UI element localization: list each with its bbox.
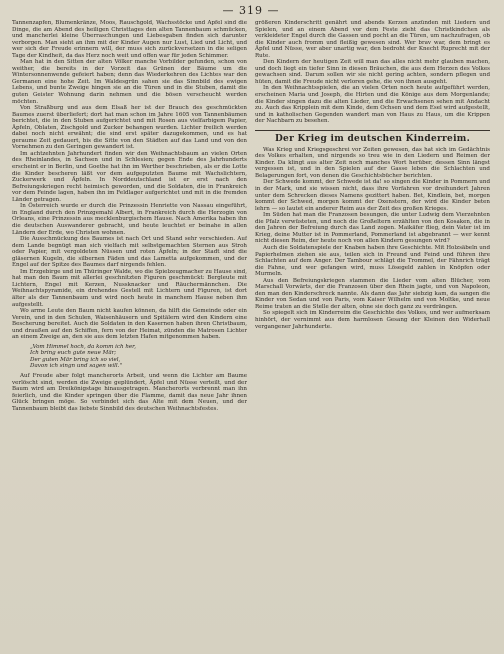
paragraph: Aus den Befreiungskriegen stammen die Lieder vom alten Blücher, vom Marschall Vorwärts, der die Franzosen über den Rhein jagte, und von Napoleon, den man den Kinderschreck nannte. Als dann das Jahr siebzig kam, da sangen die Kinder von Sedan und von Paris, vom Kaiser Wilhelm und von Moltke, und neue Reime traten an die Stelle der alten, ohne sie doch ganz zu verdrängen. bbox=[255, 277, 490, 310]
paragraph: Die Ausschmückung des Baumes ist nach Ort und Stand sehr verschieden. Auf dem Lande begnügt man sich vielfach mit selbstgemachten Sternen aus Stroh oder Papier, mit vergoldeten Nüssen und roten Äpfeln; in der Stadt sind die gläsernen Kugeln, die silbernen Fäden und das Lametta aufgekommen, und der Engel auf der Spitze des Baumes darf nirgends fehlen. bbox=[12, 236, 247, 269]
section-divider bbox=[255, 130, 490, 131]
left-column bbox=[12, 20, 247, 652]
paragraph: Der Schwede kommt, der Schwede ist da! so singen die Kinder in Pommern und in der Mark, und sie wissen nicht, dass ihre Vorfahren vor dreihundert Jahren unter dem Schrecken dieses Namens gezittert haben. Bet, Kindlein, bet, morgen kommt der Schwed, morgen kommt der Oxenstern, der wird die Kinder beten lehrn — so lautet ein anderer Reim aus der Zeit des großen Krieges. bbox=[255, 179, 490, 212]
paragraph: Was Krieg und Kriegsgeschrei vor Zeiten gewesen, das hat sich im Gedächtnis des Volkes erhalten, und nirgends so treu wie in den Liedern und Reimen der Kinder. Da klingt aus alter Zeit noch manches Wort herüber, dessen Sinn längst vergessen ist, und in den Spielen auf der Gasse leben die Schlachten und Belagerungen fort, von denen die Geschichtsbücher berichten. bbox=[255, 146, 490, 179]
paragraph: Auf Freude aber folgt mancherorts Arbeit, und wenn die Lichter am Baume verlöscht sind, werden die Zweige geplündert, Äpfel und Nüsse verteilt, und der Baum wird am Dreikönigstage hinausgetragen. Mancherorts verbrennt man ihn feierlich, und die Kinder springen über die Flamme, damit das neue Jahr ihnen Glück bringen möge. So verbindet sich das Alte mit dem Neuen, und der Tannenbaum bleibt das liebste Sinnbild des deutschen Weihnachtsfestes. bbox=[12, 372, 247, 412]
paragraph: Im Erzgebirge und im Thüringer Walde, wo die Spielzeugmacher zu Hause sind, hat man den Baum mit allerlei geschnitzten Figuren geschmückt: Bergleute mit Lichtern, Engel mit Kerzen, Nussknacker und Räuchermännchen. Die Weihnachtspyramide, ein drehendes Gestell mit Lichtern und Figuren, ist dort älter als der Tannenbaum und wird noch heute in manchem Hause neben ihm aufgestellt. bbox=[12, 268, 247, 308]
paragraph: Man hat in den Sitten der alten Völker manche Vorbilder gefunden, schon von weither, die bereits in der Vorzeit das Grünen der Bäume um die Wintersonnenwende gefeiert haben; denn das Wiederkehren des Lichtes war den Germanen eine hohe Zeit. Im Waldesgrün sahen sie das Sinnbild des ewigen Lebens, und bunte Zweige hingen sie an die Türen und in die Stuben, damit die guten Geister Wohnung darin nehmen und die bösen verscheucht werden möchten. bbox=[12, 59, 247, 105]
right-column bbox=[255, 20, 490, 652]
page-number: — 319 — bbox=[222, 4, 280, 17]
paragraph: größeren Kinderschritt genährt und abends Kerzen anzünden mit Liedern und Spielen, und an einem Abend vor dem Feste zieht das Christkindchen als verkleideter Engel durch die Gassen und pocht an die Türen, um nachzufragen, ob die Kinder auch fromm und fleißig gewesen sind. Wer brav war, dem bringt es Äpfel und Nüsse, wer aber unartig war, den bedroht der Knecht Ruprecht mit der Rute. bbox=[255, 20, 490, 59]
text-columns bbox=[12, 20, 490, 652]
paragraph: So spiegelt sich im Kinderreim die Geschichte des Volkes, und wer aufmerksam hinhört, der vernimmt aus dem harmlosen Gesang der Kleinen den Widerhall vergangener Jahrhunderte. bbox=[255, 310, 490, 330]
paragraph: Den Kindern der heutigen Zeit will man das alles nicht mehr glauben machen, und doch liegt ein tiefer Sinn in diesen Bräuchen, die aus dem Herzen des Volkes gewachsen sind. Darum sollen wir sie nicht gering achten, sondern pflegen und hüten, damit die Freude nicht verloren gehe, die von ihnen ausgeht. bbox=[255, 59, 490, 85]
paragraph: Auch die Soldatenspiele der Knaben haben ihre Geschichte. Mit Holzsäbeln und Papierhelmen ziehen sie aus, teilen sich in Freund und Feind und führen ihre Schlachten auf dem Anger. Der Tambour schlägt die Trommel, der Fähnrich trägt die Fahne, und wer gefangen wird, muss Lösegeld zahlen in Knöpfen oder Murmeln. bbox=[255, 244, 490, 278]
section-heading: Der Krieg im deutschen Kinderreim. bbox=[274, 133, 471, 144]
verse-line: Davon ich singn und sagen will." bbox=[30, 363, 123, 370]
verse-block bbox=[30, 344, 247, 370]
paragraph: In den Weihnachtsspielen, die an vielen Orten noch heute aufgeführt werden, erscheinen Maria und Joseph, die Hirten und die Könige aus dem Morgenlande; die Kinder singen dazu die alten Lieder, und die Erwachsenen sehen mit Andacht zu. Auch das Kripplein mit dem Kinde, dem Ochsen und dem Esel wird aufgestellt, und in katholischen Gegenden wandert man von Haus zu Haus, um die Krippen der Nachbarn zu besehen. bbox=[255, 85, 490, 125]
verse-line: Ich bring euch gute neue Mär; bbox=[30, 350, 117, 357]
verse-line: Der guten Mär bring ich so viel, bbox=[30, 356, 121, 363]
paragraph: Im Süden hat man die Franzosen besungen, die unter Ludwig dem Vierzehnten die Pfalz verwüsteten, und noch die Großeltern erzählten von den Kosaken, die in den Jahren der Befreiung durch das Land zogen. Maikäfer flieg, dein Vater ist im Krieg, deine Mutter ist in Pommerland, Pommerland ist abgebrannt — wer kennt nicht diesen Reim, der heute noch von allen Kindern gesungen wird? bbox=[255, 212, 490, 245]
paragraph: Im achtzehnten Jahrhundert finden wir den Weihnachtsbaum an vielen Orten des Rheinlandes, in Sachsen und in Schlesien; gegen Ende des Jahrhunderts erscheint er in Berlin, und Goethe hat ihn im Werther beschrieben, als er die Lotte die Kinder bescheren läßt vor dem aufgeputzten Baume mit Wachslichtern, Zuckerwerk und Äpfeln. In Norddeutschland ist er erst nach den Befreiungskriegen recht heimisch geworden, und die Soldaten, die in Frankreich vor dem Feinde lagen, haben ihn im Feldlager aufgerichtet und mit in die fremden Länder getragen. bbox=[12, 150, 247, 203]
paragraph: In Österreich wurde er durch die Prinzessin Henriette von Nassau eingeführt, in England durch den Prinzgemahl Albert, in Frankreich durch die Herzogin von Orleans, eine Prinzessin aus mecklenburgischem Hause. Nach Amerika haben ihn die deutschen Auswanderer gebracht, und heute leuchtet er beinahe in allen Ländern der Erde, wo Christen wohnen. bbox=[12, 203, 247, 236]
verse-line: „Vom Himmel hoch, da komm ich her, bbox=[30, 343, 136, 350]
paragraph: Von Straßburg und aus dem Elsaß her ist der Brauch des geschmückten Baumes zuerst überliefert; dort hat man schon im Jahre 1605 von Tannenbäumen berichtet, die in den Stuben aufgerichtet und mit Rosen aus vielfarbigem Papier, Äpfeln, Oblaten, Zischgold und Zucker behangen wurden. Lichter freilich werden dabei noch nicht erwähnt; die sind erst später dazugekommen, und es hat geraume Zeit gedauert, bis die Sitte von den Städten auf das Land und von den Vornehmen zu den Geringen gewandert ist. bbox=[12, 105, 247, 151]
paragraph: Wo arme Leute den Baum nicht kaufen können, da hilft die Gemeinde oder ein Verein, und in den Schulen, Waisenhäusern und Spitälern wird den Kindern eine Bescherung bereitet. Auch die Soldaten in den Kasernen haben ihren Christbaum, und draußen auf den Schiffen, fern von der Heimat, zünden die Matrosen Lichter an einem Zweige an, den sie aus dem letzten Hafen mitgenommen haben. bbox=[12, 308, 247, 341]
paragraph: Tannenzapfen, Blumenkränze, Moos, Rauschgold, Wachsstöcke und Äpfel sind die Dinge, die am Abend des heiligen Christtages den alten Tannenbaum schmücken, und mancherlei kleine Überraschungen und Liebesgaben finden sich darunter verborgen. Man sieht an ihm mit der Kinder Augen nur Lust, Lied und Licht, und wer sich der Freude erinnern will, der muss sich zurückversetzen in die seligen Tage der Kindheit, da das Herz noch weit und offen war für jeden Schimmer. bbox=[12, 20, 247, 59]
